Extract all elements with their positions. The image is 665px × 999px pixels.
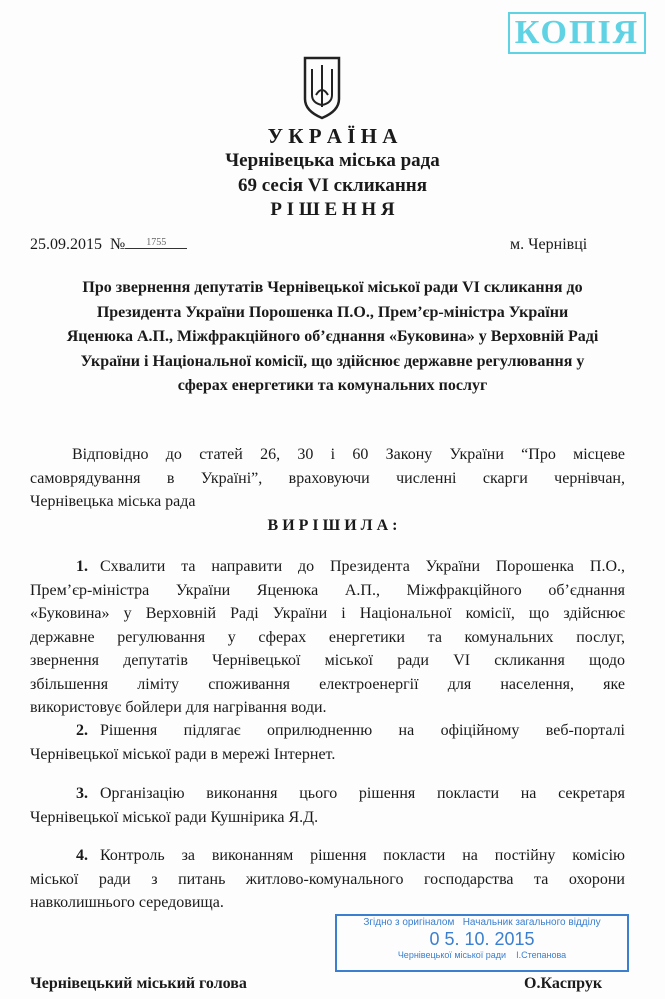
decision-date: 25.09.2015 [30,236,102,253]
item-number: 3. [76,785,88,802]
item-line: Організацію виконання цього рішення покласти на секретаря [100,785,625,802]
item-line: збільшення ліміту споживання електроенергії для населення, яке [30,675,625,693]
title-line: Про звернення депутатів Чернівецької міської ради VI скликання до [82,279,583,296]
stamp-line1: Згідно з оригіналом [363,917,455,928]
title-line: Президента України Порошенка П.О., Прем’єр-міністра України [96,303,569,321]
item-line: Рішення підлягає оприлюдненню на офіційному веб-порталі [100,722,625,739]
item-line: «Буковина» у Верховній Раді України і Національної комісії, що здійснює [30,605,625,622]
preamble-line: Відповідно до статей 26, 30 і 60 Закону України “Про місцеве [72,446,625,463]
item-number: 1. [76,558,88,575]
header-session: 69 сесія VI скликання [237,175,427,196]
header-country: У К Р А Ї Н А [267,124,398,148]
item-line: міської ради з питань житлово-комунального господарства та охорони [30,870,625,888]
item-line: Чернівецької міської ради в мережі Інтернет. [30,745,336,763]
item-line: Контроль за виконанням рішення покласти на постійну комісію [100,847,625,864]
number-label: № [110,236,126,253]
header-council: Чернівецька міська рада [225,150,440,171]
preamble-line: самоврядування в Україні”, враховуючи численні скарги чернівчан, [30,469,625,487]
title-line: України і Національної комісії, що здійснює державне регулювання у [80,352,585,370]
copy-stamp: КОПІЯ [508,12,646,54]
item-line: державне регулювання у сферах енергетики та комунальних послуг, [30,628,625,646]
item-line: навколишнього середовища. [30,894,224,911]
preamble-line: Чернівецька міська рада [30,493,196,510]
item-line: використовує бойлери для нагрівання води. [30,699,327,716]
city: м. Чернівці [510,236,588,253]
approval-stamp [335,914,629,972]
item-line: Прем’єр-міністра України Яценюка А.П., Міжфракційного об’єднання [30,581,625,599]
item-number: 2. [76,722,88,739]
header-doc-type: Р І Ш Е Н Н Я [270,199,395,220]
signature-position: Чернівецький міський голова [30,975,247,992]
stamp-line2: Начальник загального відділу [462,917,601,928]
stamp-line4: І.Степанова [516,950,567,960]
item-line: звернення депутатів Чернівецької міської ради VI скликання щодо [30,652,625,669]
decided-heading: В И Р І Ш И Л А : [267,517,398,534]
title-line: сферах енергетики та комунальних послуг [177,377,488,394]
decision-number: 1755 [125,237,187,249]
decision-date-number [30,236,187,254]
item-number: 4. [76,847,88,864]
signature-name: О.Каспрук [524,975,603,992]
stamp-line3: Чернівецької міської ради [397,950,507,960]
item-line: Чернівецької міської ради Кушнірика Я.Д. [30,808,319,826]
coat-of-arms-icon [302,55,342,121]
stamp-date: 0 5. 10. 2015 [429,929,535,949]
item-line: Схвалити та направити до Президента України Порошенка П.О., [100,558,625,575]
title-line: Яценюка А.П., Міжфракційного об’єднання «Буковина» у Верховній Раді [66,328,599,345]
